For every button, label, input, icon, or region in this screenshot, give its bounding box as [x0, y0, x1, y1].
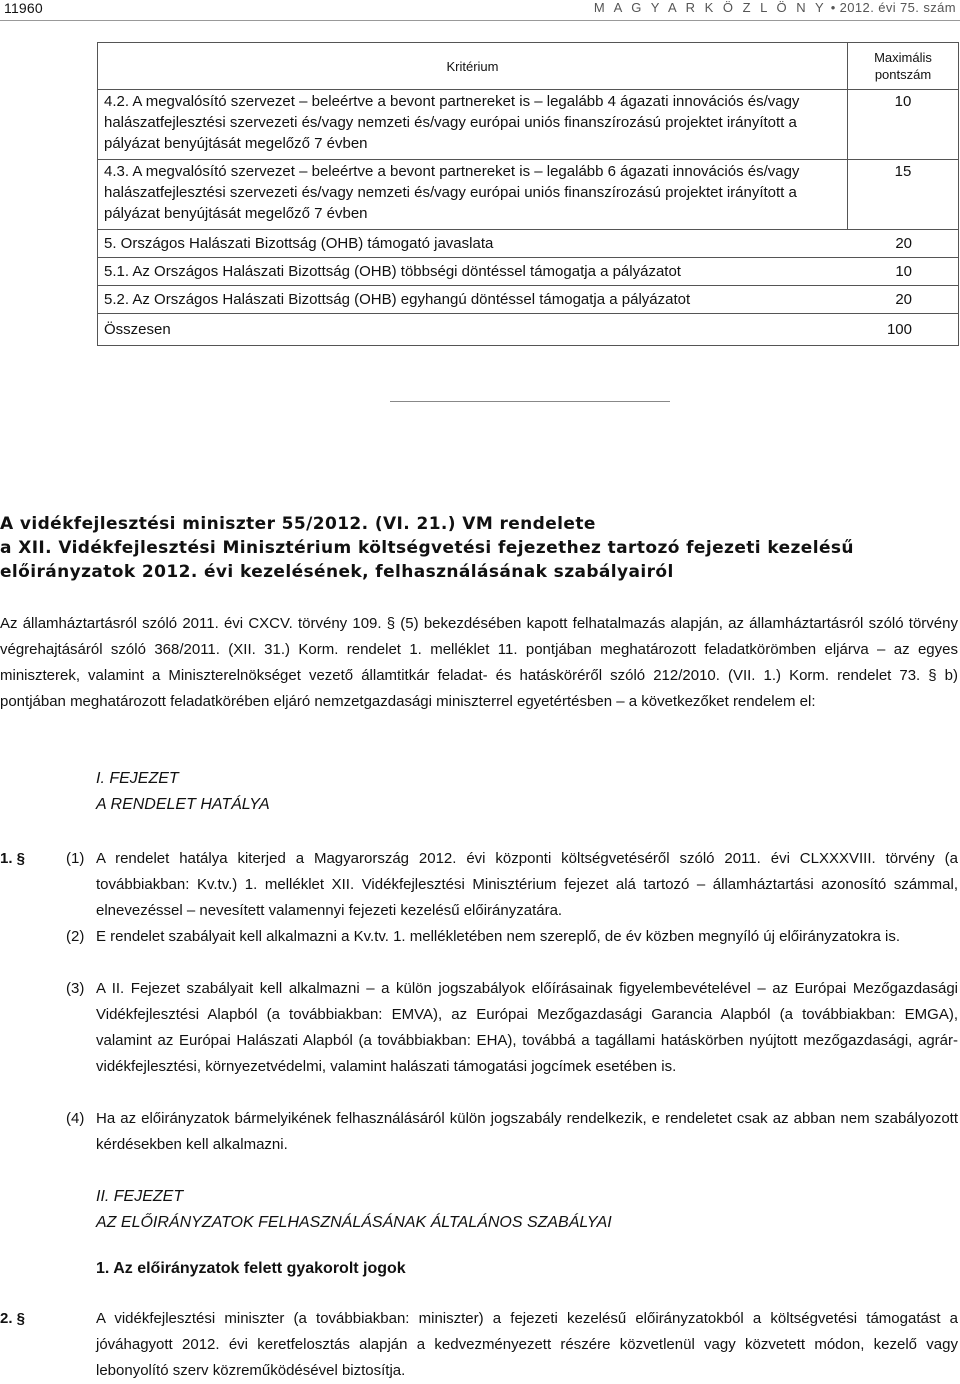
chapter-1-number: I. FEJEZET — [96, 770, 179, 787]
table-header-row — [98, 43, 959, 90]
criterion-cell: 4.2. A megvalósító szervezet – beleértve a bevont partnereket is – legalább 4 ágazati innovációs és/vagy halászatfejlesztési szervezeti és/vagy nemzeti és/vagy európai uniós finanszírozású projektet irányított a pályázat benyújtását megelőző 7 évben — [98, 90, 848, 160]
section-1-title: 1. Az előirányzatok felett gyakorolt jogok — [96, 1260, 406, 1277]
points-cell: 10 — [895, 263, 912, 280]
criterion-cell: 5.1. Az Országos Halászati Bizottság (OHB) többségi döntéssel támogatja a pályázatot — [104, 263, 681, 280]
subsection-text: E rendelet szabályait kell alkalmazni a Kv.tv. 1. mellékletében nem szereplő, de év közben megnyíló új előirányzatokra is. — [96, 928, 901, 945]
subsection-text: A rendelet hatálya kiterjed a Magyarország 2012. évi központi költségvetéséről szóló 2011. évi CLXXXVIII. törvény (a továbbiakban: Kv.tv.) 1. melléklet XII. Vidékfejlesztési Minisztérium fejezet alá tartozó – államháztartási azonosító számmal, elnevezéssel – nevesített valamennyi fejezeti kezelésű előirányzatára. — [96, 850, 958, 919]
paragraph-1-number: 1. § — [0, 850, 26, 867]
subsection-number: (4) — [66, 1110, 85, 1127]
page-header — [0, 0, 960, 20]
table-row — [98, 90, 959, 160]
section-divider — [390, 401, 670, 402]
points-cell: 15 — [848, 160, 959, 230]
publication-name: M A G Y A R K Ö Z L Ö N Y — [593, 0, 827, 15]
criterion-cell: 5.2. Az Országos Halászati Bizottság (OHB) egyhangú döntéssel támogatja a pályázatot — [104, 291, 691, 308]
table-row — [98, 230, 959, 258]
decree-preamble: Az államháztartásról szóló 2011. évi CXCV. törvény 109. § (5) bekezdésében kapott felhatalmazás alapján, az államháztartásról szóló törvény végrehajtásáról szóló 368/2011. (XII. 31.) Korm. rendelet 1. melléklet 11. pontjában meghatározott feladatkörömben eljárva – az egyes miniszterek, valamint a Miniszterelnökséget vezető államtitkár feladat- és hatásköréről szóló 212/2010. (VII. 1.) Korm. rendelet 73. § b) pontjában meghatározott feladatkörében eljáró nemzetgazdasági miniszterrel egyetértésben – a következőket rendelem el: — [0, 615, 958, 710]
points-cell: 20 — [895, 291, 912, 308]
issue-info — [594, 0, 956, 15]
chapter-1-heading — [96, 766, 270, 818]
decree-title-line1: A vidékfejlesztési miniszter 55/2012. (VI. 21.) VM rendelete — [0, 514, 596, 534]
page-number: 11960 — [4, 0, 43, 16]
subsection-number: (1) — [66, 850, 85, 867]
points-cell: 10 — [848, 90, 959, 160]
decree-title — [0, 512, 960, 584]
table-row — [98, 286, 959, 314]
total-row — [98, 314, 959, 346]
paragraph-2-text: A vidékfejlesztési miniszter (a továbbiakban: miniszter) a fejezeti kezelésű előirányzatokból a költségvetési támogatást a jóváhagyott 2012. évi keretfelosztás alapján a kedvezményezett részére közvetlenül vagy közvetett módon, kezelő vagy lebonyolító szerv közreműködésével biztosítja. — [96, 1310, 958, 1379]
criterion-header: Kritérium — [98, 43, 848, 90]
chapter-2-heading — [96, 1184, 612, 1236]
header-rule — [0, 20, 960, 21]
subsection-text: A II. Fejezet szabályait kell alkalmazni – a külön jogszabályok előírásainak figyelembevételével – az Európai Mezőgazdasági Vidékfejlesztési Alapból (a továbbiakban: EMVA), az Európai Mezőgazdasági Garancia Alapból (a továbbiakban: EMGA), valamint az Európai Halászati Alapból (a továbbiakban: EHA), továbbá a tagállami hatáskörben nyújtott mezőgazdasági, agrár-vidékfejlesztési, környezetvédelmi, valamint halászati támogatási jogcímek esetében is. — [96, 980, 958, 1075]
chapter-2-title: AZ ELŐIRÁNYZATOK FELHASZNÁLÁSÁNAK ÁLTALÁNOS SZABÁLYAI — [96, 1214, 612, 1231]
total-label: Összesen — [104, 321, 171, 338]
total-points: 100 — [886, 321, 912, 338]
criterion-cell: 5. Országos Halászati Bizottság (OHB) támogató javaslata — [104, 235, 494, 252]
subsection-text: Ha az előirányzatok bármelyikének felhasználásáról külön jogszabály rendelkezik, e rendeletet csak az abban nem szabályozott kérdésekben kell alkalmazni. — [96, 1110, 958, 1153]
points-cell: 20 — [895, 235, 912, 252]
subsection-number: (2) — [66, 928, 85, 945]
paragraph-2-number: 2. § — [0, 1310, 26, 1327]
subsection-number: (3) — [66, 980, 85, 997]
table-row — [98, 160, 959, 230]
chapter-1-title: A RENDELET HATÁLYA — [96, 796, 270, 813]
decree-title-line2: a XII. Vidékfejlesztési Minisztérium költségvetési fejezethez tartozó fejezeti kezelésű előirányzatok 2012. évi kezelésének, felhasználásának szabályairól — [0, 538, 854, 582]
criterion-cell: 4.3. A megvalósító szervezet – beleértve a bevont partnereket is – legalább 6 ágazati innovációs és/vagy halászatfejlesztési szervezeti és/vagy nemzeti és/vagy európai uniós finanszírozású projektet irányított a pályázat benyújtását megelőző 7 évben — [98, 160, 848, 230]
max-points-header: Maximális pontszám — [848, 43, 959, 90]
chapter-2-number: II. FEJEZET — [96, 1188, 184, 1205]
table-row — [98, 258, 959, 286]
issue-number: 2012. évi 75. szám — [839, 0, 956, 15]
criteria-table — [97, 42, 959, 346]
bullet-icon: • — [830, 0, 840, 15]
